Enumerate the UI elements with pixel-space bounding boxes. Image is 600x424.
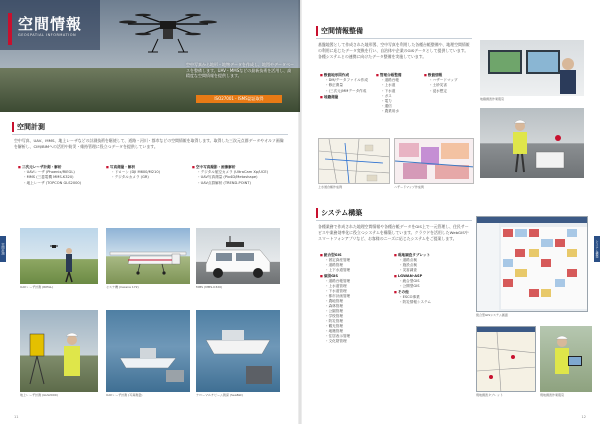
list-item: ・ UAVレーザ (Phoenix/RIEGL) — [18, 170, 104, 175]
heading-bar — [316, 26, 318, 36]
list-item: ・ (三次元)MMデータ作成 — [320, 89, 374, 94]
map-caption: 上水道台帳作成例 — [318, 185, 343, 189]
list-category: ■ その他 — [394, 290, 472, 295]
photo-ground-laser — [20, 310, 98, 400]
list-item: ・ 森林管理 — [320, 304, 392, 309]
section-rule — [316, 38, 472, 39]
photo-caption: ナローマルチビーム測深 (SeaBat) — [196, 393, 243, 397]
photo-image — [480, 108, 584, 178]
list-item: ・ デジタル航空カメラ (UltraCam Xp/UCE) — [192, 170, 292, 175]
worker-figure — [480, 108, 584, 178]
hero-subtitle: GEOSPATIAL INFORMATION — [18, 33, 77, 37]
list-item: ・ 上水道 — [376, 83, 422, 88]
section-title: システム構築 — [321, 209, 363, 217]
list-item: ・ 上下水道管理 — [320, 268, 392, 273]
map-hazard — [394, 138, 474, 192]
section-rule — [316, 220, 472, 221]
list-item: ・ 農地管理 — [320, 299, 392, 304]
list-item: ・ 上水道管理 — [320, 284, 392, 289]
gis-system-screenshot — [476, 216, 588, 320]
heading-bar — [316, 208, 318, 218]
map-caption: ハザードマップ作成例 — [394, 185, 424, 189]
measure-list-1 — [18, 164, 104, 186]
photo-tablet-user — [540, 326, 592, 400]
list-item: ・ 観光管理 — [320, 324, 392, 329]
photo-caption: 地上レーザ計測 (GLS2000) — [20, 393, 58, 397]
list-item: ・ 防災管理 — [320, 319, 392, 324]
photo-uav-survey — [106, 310, 190, 400]
boat-icon — [196, 310, 280, 392]
list-item: ・ 公園管理 — [320, 309, 392, 314]
photo-image — [106, 228, 190, 284]
photo-caption: セスナ機 (Cessna 172) — [106, 285, 139, 289]
section-body: 各種業務で作成された地理空間情報や各種台帳データをGIS上で一元管理し、住民サービスや業務効率化に役立つシステムを構築しています。クラウドを活用したWebGISやスマートフォンアプリなど、お客様のニーズに応じたシステムをご提案します。 — [318, 224, 469, 241]
info-list-1 — [320, 72, 374, 100]
list-category: ■ 統合型GIS — [320, 253, 392, 258]
photo-field-worker — [480, 108, 584, 184]
list-item: ・ 下水道管理 — [320, 289, 392, 294]
section-title: 空間計測 — [17, 123, 45, 131]
list-item: ・ 統合型GIS — [394, 279, 472, 284]
list-item: ・ 土砂災害 — [424, 83, 474, 88]
laser-scanner-figure — [20, 310, 98, 392]
section-rule — [12, 134, 288, 135]
screen-image — [476, 326, 536, 392]
drone-icon — [118, 12, 218, 62]
list-item: ・ 公開型GIS — [394, 284, 472, 289]
list-item: ・ 道路管理 — [320, 263, 392, 268]
list-item: ・ 通信 — [376, 104, 422, 109]
photo-uav-laser — [20, 228, 98, 290]
heading-bar — [12, 122, 14, 132]
list-item: ・ 農業用水 — [376, 109, 422, 114]
surveyor-figure — [20, 228, 98, 284]
hero-accent-bar — [8, 13, 12, 45]
photo-image — [106, 310, 190, 392]
section-title: 空間情報整備 — [321, 27, 363, 35]
list-item: ・ 防災情報システム — [394, 300, 472, 305]
list-category: ■ 数値情報 — [424, 73, 474, 78]
list-item: ・ 地上レーザ (TOPCON GLS2000) — [18, 181, 104, 186]
photo-caption: UAVレーザ計測 (写真測量) — [106, 393, 143, 397]
info-list-2 — [376, 72, 422, 115]
list-item: ・ 学校管理 — [320, 314, 392, 319]
section-body: 空中写真、UAV、MMS、地上レーザなどの計測技術を駆使して、道路・河川・都市などの空間情報を取得します。取得した三次元点群データやオルソ画像を解析し、CIM/BIMへの活用や防災・維持管理に役立つデータを提供しています。 — [14, 138, 284, 149]
system-list-2 — [394, 252, 472, 305]
photo-image — [196, 310, 280, 392]
hazard-map-shapes — [395, 139, 474, 184]
photo-image — [196, 228, 280, 284]
screen-caption: 統合型GISシステム画面 — [476, 313, 508, 317]
info-list-3 — [424, 72, 474, 94]
hero-badge: ISO27001・ISMS認証取得 — [196, 95, 282, 103]
photo-image — [480, 40, 584, 96]
page-number: 11 — [14, 415, 19, 419]
list-item: ・ 道路台帳 — [376, 78, 422, 83]
photo-caption: MMS (MMS-K320) — [196, 285, 223, 289]
list-item: ・ 地籍管理 — [320, 329, 392, 334]
hero-banner — [0, 0, 300, 112]
measure-list-3 — [192, 164, 292, 186]
list-item: ・ UAV点群解析 (TREND-POINT) — [192, 181, 292, 186]
photo-cessna — [106, 228, 190, 290]
photo-multibeam — [196, 310, 280, 400]
boat-icon — [106, 310, 190, 392]
list-item: ・ 電力 — [376, 99, 422, 104]
mms-car-icon — [196, 228, 280, 284]
list-category: ■ 空中写真撮影・画像解析 — [192, 165, 292, 170]
list-item: ・ 文化財管理 — [320, 339, 392, 344]
list-item: ・ ハザードマップ — [424, 78, 474, 83]
list-item: ・ ドローン (DJI M600/M210) — [106, 170, 192, 175]
list-item: ・ 都市計画管理 — [320, 294, 392, 299]
photo-caption: 現地調査作業風景 — [540, 393, 565, 397]
side-tab-left: 空間計測 — [0, 236, 6, 262]
list-item: ・ 住居表示管理 — [320, 334, 392, 339]
list-item: ・ UAV写真測量 (Pix4D/Metashape) — [192, 175, 292, 180]
map-water-ledger — [318, 138, 390, 192]
list-category: ■ 個別GIS — [320, 274, 392, 279]
list-category: ■ 三次元レーザ計測・解析 — [18, 165, 104, 170]
list-item: ・ 固定資産管理 — [320, 258, 392, 263]
photo-office-worker — [480, 40, 584, 102]
hero-title: 空間情報 — [18, 15, 83, 33]
system-list-1 — [320, 252, 392, 344]
side-tab-right: システム構築 — [594, 236, 600, 262]
map-image — [318, 138, 390, 184]
list-category: ■ LGWAN-ASP — [394, 274, 472, 279]
worker-with-tablet-figure — [540, 326, 592, 392]
list-item: ・ DM/データファイル作成 — [320, 78, 374, 83]
map-lines — [319, 139, 390, 184]
tablet-screenshot — [476, 326, 536, 400]
hero-caption: 空中写真から地形・地物データを作成し、地図やデータベースを整備します。UAV・MMSなどの最新技術を活用し、高精度な空間情報を提供します。 — [186, 62, 294, 79]
list-category: ■ 地籍測量 — [320, 95, 374, 100]
section-body: 基盤地図として作成された地形図、空中写真を利用した各種台帳整備や、地理空間情報の利用に応じたデータ変換を行い、自治体や企業のGISデータとして提供しています。各種システムとの連携に向けたデータ整備を実施しています。 — [318, 42, 470, 59]
list-item: ・ 道路点検 — [394, 258, 472, 263]
measure-list-2 — [106, 164, 192, 181]
list-item: ・ 下水道 — [376, 89, 422, 94]
page-number: 12 — [581, 415, 586, 419]
photo-image — [20, 310, 98, 392]
list-item: ・ ガス — [376, 94, 422, 99]
list-category: ■ 現地調査タブレット — [394, 253, 472, 258]
photo-mms — [196, 228, 280, 290]
list-item: ・ 災害調査 — [394, 268, 472, 273]
gis-map-grid — [477, 217, 588, 312]
list-item: ・ ESCO事業 — [394, 295, 472, 300]
list-category: ■ 写真測量・解析 — [106, 165, 192, 170]
photo-caption: 地籍調査作業風景 — [480, 97, 505, 101]
list-item: ・ 浸水想定 — [424, 89, 474, 94]
list-item: ・ 修正測量 — [320, 83, 374, 88]
map-image — [394, 138, 474, 184]
computer-monitor-icon — [480, 40, 584, 96]
list-item: ・ 施設点検 — [394, 263, 472, 268]
screen-caption: 現地調査タブレット — [476, 393, 503, 397]
photo-image — [20, 228, 98, 284]
airplane-icon — [106, 228, 190, 284]
tablet-map — [477, 327, 536, 392]
list-item: ・ 道路台帳管理 — [320, 279, 392, 284]
photo-caption: UAVレーザ計測 (RIEGL) — [20, 285, 54, 289]
photo-image — [540, 326, 592, 392]
list-item: ・ デジタルカメラ (GR) — [106, 175, 192, 180]
list-item: ・ MMS (三菱電機 MMS-K320) — [18, 175, 104, 180]
list-category: ■ 管理台帳整備 — [376, 73, 422, 78]
right-page — [300, 0, 600, 424]
screen-image — [476, 216, 588, 312]
list-category: ■ 数値地形図作成 — [320, 73, 374, 78]
